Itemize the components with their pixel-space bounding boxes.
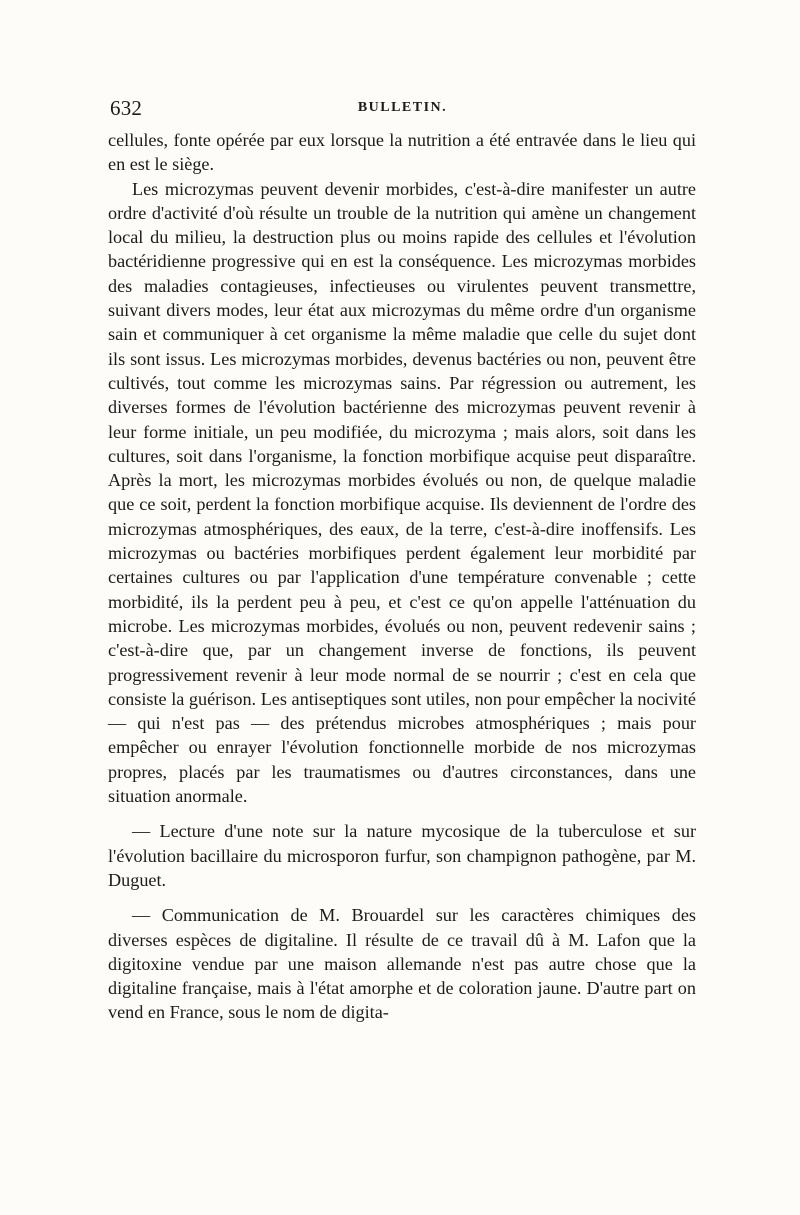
- paragraph-communication-brouardel: — Communication de M. Brouardel sur les caractères chimiques des diverses espèces de digitaline. Il résulte de ce travail dû à M. Lafon que la digitoxine vendue par une maison allemande n'est pas autre chose que la digitaline française, mais à l'état amorphe et de coloration jaune. D'autre part on vend en France, sous le nom de digita-: [108, 905, 696, 1023]
- running-title: BULLETIN.: [357, 100, 448, 115]
- page-header: [110, 96, 695, 126]
- paragraph-microzymas: Les microzymas peuvent devenir morbides, c'est-à-dire manifester un autre ordre d'activité d'où résulte un trouble de la nutrition qui amène un changement local du milieu, la destruction plus ou moins rapide des cellules et l'évolution bactéridienne progressive qui en est la conséquence. Les microzymas morbides des maladies contagieuses, infectieuses ou virulentes peuvent transmettre, suivant divers modes, leur état aux microzymas du même ordre d'un organisme sain et communiquer à cet organisme la même maladie que celle du sujet dont ils sont issus. Les microzymas morbides, devenus bactéries ou non, peuvent être cultivés, tout comme les microzymas sains. Par régression ou autrement, les diverses formes de l'évolution bactérienne des microzymas peuvent revenir à leur forme initiale, un peu modifiée, du microzyma ; mais alors, soit dans les cultures, soit dans l'organisme, la fonction morbifique acquise peut disparaître. Après la mort, les microzymas morbides évolués ou non, de quelque maladie que ce soit, perdent la fonction morbifique acquise. Ils deviennent de l'ordre des microzymas atmosphériques, des eaux, de la terre, c'est-à-dire inoffensifs. Les microzymas ou bactéries morbifiques perdent également leur morbidité par certaines cultures ou par l'application d'une température convenable ; cette morbidité, ils la perdent peu à peu, et c'est ce qu'on appelle l'atténuation du microbe. Les microzymas morbides, évolués ou non, peuvent redevenir sains ; c'est-à-dire que, par un changement inverse de fonctions, ils peuvent progressivement revenir à leur mode normal de se nourrir ; c'est en cela que consiste la guérison. Les antiseptiques sont utiles, non pour empêcher la nocivité — qui n'est pas — des prétendus microbes atmosphériques ; mais pour empêcher ou enrayer l'évolution fonctionnelle morbide de nos microzymas propres, placés par les traumatismes ou d'autres circonstances, dans une situation anormale.: [108, 178, 696, 807]
- paragraph-lecture-duguet: — Lecture d'une note sur la nature mycosique de la tuberculose et sur l'évolution bacillaire du microsporon furfur, son champignon pathogène, par M. Duguet.: [108, 821, 696, 890]
- page-number: 632: [110, 96, 143, 120]
- body-text: [108, 128, 696, 1025]
- paragraph-continuation: cellules, fonte opérée par eux lorsque la nutrition a été entravée dans le lieu qui en est le siège.: [108, 130, 696, 175]
